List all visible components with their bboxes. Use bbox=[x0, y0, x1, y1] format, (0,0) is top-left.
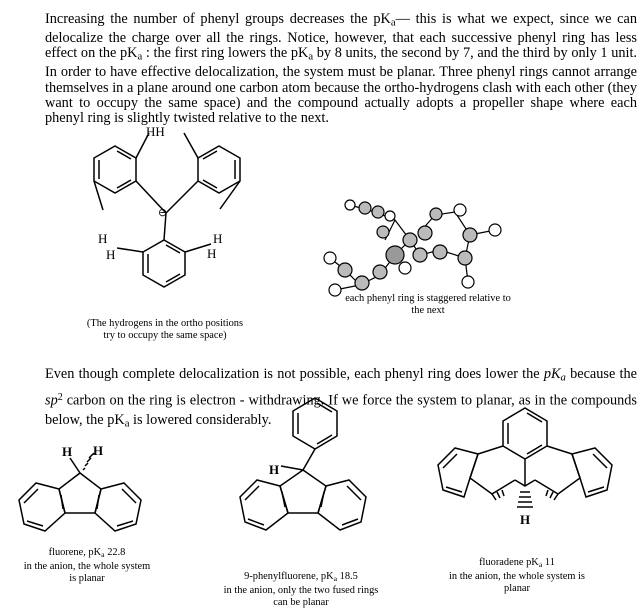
fluoradene-hash-bond bbox=[517, 492, 533, 507]
model-atom bbox=[373, 265, 387, 279]
fluorene-right-ring bbox=[95, 483, 141, 531]
model-atom bbox=[458, 251, 472, 265]
fluoradene-h-label: H bbox=[520, 512, 531, 527]
trityl-h-label-left-upper: H bbox=[98, 231, 108, 246]
model-atom bbox=[338, 263, 352, 277]
model-atom bbox=[418, 226, 432, 240]
model-atom bbox=[377, 226, 389, 238]
fluoradene-caption-pka: 11 bbox=[542, 557, 555, 568]
para2-text-2: because the bbox=[565, 366, 637, 382]
trityl-h-label-right-upper: H bbox=[213, 231, 223, 246]
fluoradene-center-bonds bbox=[515, 459, 535, 486]
para2-text-1: Even though complete delocalization is not possible, each phenyl ring does lower the bbox=[45, 366, 544, 382]
fluorene-caption-name: fluorene, pK bbox=[48, 547, 102, 558]
para1-sub-1: a bbox=[390, 16, 396, 29]
fluorene-caption bbox=[22, 547, 152, 585]
phenylfluorene-c9-bonds bbox=[281, 449, 315, 470]
phenylfluorene-h-label: H bbox=[269, 462, 280, 477]
para2-text-3: carbon on the ring is electron - withdrawing. If we force the system to planar, as in the compounds below, the pK bbox=[45, 392, 637, 429]
phenylfluorene-caption-pka: 18.5 bbox=[337, 571, 358, 582]
fluorene-left-ring bbox=[19, 483, 65, 531]
model-atom bbox=[386, 246, 404, 264]
trityl-left-ring bbox=[94, 146, 136, 193]
fluorene-ch2-bonds bbox=[70, 458, 80, 473]
trityl-charge-symbol: ⊖ bbox=[158, 206, 168, 219]
model-atom bbox=[399, 262, 411, 274]
fluoradene-caption-sub: a bbox=[538, 559, 543, 569]
model-atom bbox=[462, 276, 474, 288]
fluorene-h-label-left: H bbox=[62, 444, 73, 459]
fluorene-caption-pka: 22.8 bbox=[104, 547, 126, 558]
phenylfluorene-five-ring bbox=[280, 470, 326, 513]
para1-text-3: : the first ring lowers the pK bbox=[142, 45, 309, 62]
fluoradene-caption-name: fluoradene pK bbox=[479, 557, 539, 568]
model-atom bbox=[359, 202, 371, 214]
para2-pk-italic: pK bbox=[543, 366, 561, 382]
model-atom bbox=[489, 224, 501, 236]
trityl-h-label-left-lower: H bbox=[106, 247, 116, 262]
fluorene-five-ring bbox=[59, 473, 101, 513]
model-atom bbox=[433, 245, 447, 259]
fluoradene-right-ring bbox=[572, 448, 612, 497]
para1-sub-2: a bbox=[137, 50, 143, 63]
phenylfluorene-left-ring bbox=[240, 480, 288, 530]
para2-sup: 2 bbox=[57, 392, 63, 404]
model-atom bbox=[385, 211, 395, 221]
model-atom bbox=[430, 208, 442, 220]
phenylfluorene-caption bbox=[222, 571, 380, 609]
para1-text-4: by 8 units, the second by 7, and the third by only 1 unit. In order to have effective delocalization, the system must be planar. Three phenyl rings cannot arrange themselves in a plane around one carbon atom because the ortho-hydrogens clash with each other (they want to occupy the same space) and the compound actually adopts a propeller shape where each phenyl ring is slightly twisted relative to the next. bbox=[45, 45, 638, 127]
model-atom bbox=[413, 248, 427, 262]
para2-sub-1: a bbox=[560, 371, 566, 384]
para2-sub-2: a bbox=[124, 417, 130, 430]
trityl-right-ring bbox=[198, 146, 240, 193]
fluorene-structure bbox=[19, 453, 141, 531]
para1-text-2: — this is what we expect, since we can delocalize the charge over all the rings. Notice, however, that each successive phenyl ring has less effect on the pK bbox=[45, 11, 638, 62]
propeller-caption: each phenyl ring is staggered relative to the next bbox=[345, 293, 511, 316]
fluoradene-left-ring bbox=[438, 448, 478, 497]
model-atom bbox=[403, 233, 417, 247]
phenylfluorene-right-ring bbox=[318, 480, 366, 530]
fluoradene-caption-note: in the anion, the whole system is planar bbox=[449, 570, 585, 594]
fluoradene-hash-left bbox=[492, 490, 504, 500]
propeller-ball-model bbox=[324, 200, 501, 296]
phenylfluorene-caption-name: 9-phenylfluorene, pK bbox=[244, 571, 334, 582]
paragraph-planarity bbox=[45, 365, 637, 434]
trityl-caption: (The hydrogens in the ortho positions try to occupy the same space) bbox=[86, 318, 244, 341]
trityl-bottom-ring bbox=[143, 240, 185, 287]
fluoradene-hash-right bbox=[546, 490, 558, 500]
model-atom bbox=[463, 228, 477, 242]
trityl-h-label-right-lower: H bbox=[207, 246, 217, 261]
trityl-bottom-ring-double-bonds bbox=[148, 245, 180, 282]
model-atom bbox=[454, 204, 466, 216]
trityl-hh-label: HH bbox=[146, 124, 165, 139]
model-atom bbox=[372, 206, 384, 218]
phenylfluorene-caption-note: in the anion, only the two fused rings can be planar bbox=[223, 584, 379, 608]
model-atom bbox=[324, 252, 336, 264]
fluorene-double-bonds bbox=[24, 489, 136, 526]
para1-text-1: Increasing the number of phenyl groups decreases the pK bbox=[45, 11, 391, 27]
para2-text-4: is lowered considerably. bbox=[129, 412, 272, 429]
fluorene-h-label-right: H bbox=[93, 443, 104, 458]
fluoradene-caption bbox=[442, 557, 592, 595]
para2-sp-italic: sp bbox=[45, 392, 58, 409]
model-atom bbox=[355, 276, 369, 290]
trityl-left-ring-double-bonds bbox=[99, 151, 131, 188]
fluorene-caption-note: in the anion, the whole system is planar bbox=[23, 560, 151, 584]
phenylfluorene-caption-sub: a bbox=[333, 573, 338, 583]
phenylfluorene-double-bonds bbox=[245, 486, 361, 525]
trityl-right-ring-double-bonds bbox=[203, 151, 235, 188]
model-atom bbox=[345, 200, 355, 210]
para1-sub-3: a bbox=[308, 50, 314, 63]
model-atom bbox=[329, 284, 341, 296]
fluorene-caption-sub: a bbox=[101, 549, 105, 559]
